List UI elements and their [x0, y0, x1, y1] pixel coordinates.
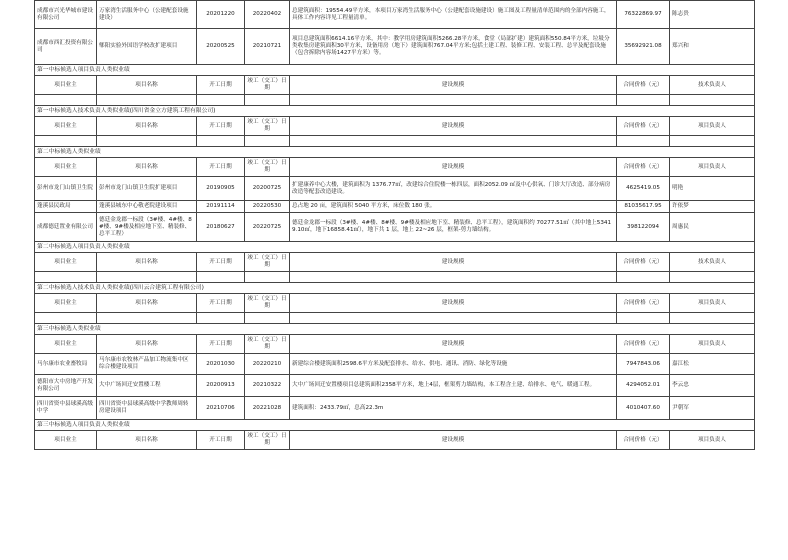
- start-date-cell: 20201030: [197, 354, 245, 375]
- table-row: [35, 397, 755, 420]
- header-owner: 项目业主: [35, 117, 97, 136]
- done-date-cell: 20220725: [245, 213, 290, 242]
- table-row: [35, 29, 755, 65]
- table-row: [35, 213, 755, 242]
- project-cell: 郫阳实验外国语学校改扩建项目: [97, 29, 197, 65]
- start-date-cell: 20200525: [197, 29, 245, 65]
- header-project: 项目名称: [97, 158, 197, 177]
- price-cell: 4625419.05: [617, 177, 670, 201]
- section-title: 第二中标候选人类似业绩: [35, 147, 755, 158]
- project-cell: 马尔康市农牧林产品加工物流集中区综合楼建设项目: [97, 354, 197, 375]
- bid-results-document: [34, 0, 754, 450]
- header-scale: 建设规模: [290, 117, 617, 136]
- lead-cell: 郑兴和: [670, 29, 755, 65]
- scale-cell: 德廷金龙郡一标段（3#楼、4#楼、8#楼、9#楼及相应地下室、精装修、总平工程），建筑面积约 70277.51㎡（其中地上53419.10㎡，地下16858.41㎡），地下共 1 层，地上 22~26 层，框架-剪力墙结构。: [290, 213, 617, 242]
- table-row: [35, 177, 755, 201]
- project-cell: 大中广场回迁安置楼工程: [97, 375, 197, 397]
- header-start: 开工日期: [197, 253, 245, 272]
- header-start: 开工日期: [197, 158, 245, 177]
- start-date-cell: 20210706: [197, 397, 245, 420]
- owner-cell: 蓬溪县民政局: [35, 201, 97, 213]
- header-done: 竣工（交工）日期: [245, 76, 290, 95]
- price-cell: 4010407.60: [617, 397, 670, 420]
- header-price: 合同价格（元）: [617, 253, 670, 272]
- done-date-cell: 20210721: [245, 29, 290, 65]
- lead-cell: 明艳: [670, 177, 755, 201]
- header-project: 项目名称: [97, 431, 197, 450]
- header-scale: 建设规模: [290, 294, 617, 313]
- header-lead: 项目负责人: [670, 431, 755, 450]
- price-cell: 81035617.95: [617, 201, 670, 213]
- header-owner: 项目业主: [35, 76, 97, 95]
- table-row: [35, 375, 755, 397]
- project-cell: 彭州市龙门山镇卫生院扩建项目: [97, 177, 197, 201]
- done-date-cell: 20220530: [245, 201, 290, 213]
- header-done: 竣工（交工）日期: [245, 253, 290, 272]
- header-row: [35, 294, 755, 313]
- owner-cell: 德阳市大中房地产开发有限公司: [35, 375, 97, 397]
- scale-cell: 总占地 20 亩，建筑面积 5040 平方米，床位数 180 张。: [290, 201, 617, 213]
- header-scale: 建设规模: [290, 253, 617, 272]
- empty-row: [35, 136, 755, 147]
- header-lead: 技术负责人: [670, 76, 755, 95]
- lead-cell: 陈志贵: [670, 1, 755, 29]
- start-date-cell: 20200913: [197, 375, 245, 397]
- project-cell: 四川省资中县球溪高级中学教师周转房建设项目: [97, 397, 197, 420]
- done-date-cell: 20200725: [245, 177, 290, 201]
- owner-cell: 彭州市龙门山镇卫生院: [35, 177, 97, 201]
- header-start: 开工日期: [197, 335, 245, 354]
- project-cell: 万家湾生活服务中心（公建配套设施建设）: [97, 1, 197, 29]
- header-row: [35, 117, 755, 136]
- header-project: 项目名称: [97, 117, 197, 136]
- performance-table: [34, 0, 755, 450]
- header-owner: 项目业主: [35, 158, 97, 177]
- scale-cell: 项目总建筑面积6614.16平方米，其中：教学用房建筑面积5266.28平方米，食堂（局部扩建）建筑面积550.84平方米，垃圾分类收集房建筑面积30平方米，设备用房（地下）建筑面积767.04平方米;包括土建工程、装修工程、安装工程、总平及配套设施（包含拆除内容场1427平方米）等。: [290, 29, 617, 65]
- header-project: 项目名称: [97, 253, 197, 272]
- done-date-cell: 20220402: [245, 1, 290, 29]
- header-scale: 建设规模: [290, 431, 617, 450]
- header-project: 项目名称: [97, 294, 197, 313]
- header-project: 项目名称: [97, 335, 197, 354]
- done-date-cell: 20220210: [245, 354, 290, 375]
- header-lead: 项目负责人: [670, 158, 755, 177]
- price-cell: 7947843.06: [617, 354, 670, 375]
- section-title: 第二中标候选人项目负责人类似业绩: [35, 242, 755, 253]
- header-done: 竣工（交工）日期: [245, 117, 290, 136]
- scale-cell: 扩建康养中心大楼，建筑面积为 1376.77㎡，改建综合住院楼一栋四层，面积2052.09 ㎡及中心供氧、门诊大厅改造、部分病房改造等配套改造建设。: [290, 177, 617, 201]
- table-row: [35, 201, 755, 213]
- header-lead: 技术负责人: [670, 253, 755, 272]
- owner-cell: 成都德廷置业有限公司: [35, 213, 97, 242]
- header-lead: 项目负责人: [670, 335, 755, 354]
- owner-cell: 成都市西汇投资有限公司: [35, 29, 97, 65]
- header-price: 合同价格（元）: [617, 335, 670, 354]
- lead-cell: 许依梦: [670, 201, 755, 213]
- start-date-cell: 20180627: [197, 213, 245, 242]
- header-price: 合同价格（元）: [617, 294, 670, 313]
- header-start: 开工日期: [197, 117, 245, 136]
- price-cell: 398122094: [617, 213, 670, 242]
- header-price: 合同价格（元）: [617, 158, 670, 177]
- table-row: [35, 1, 755, 29]
- header-row: [35, 253, 755, 272]
- done-date-cell: 20221028: [245, 397, 290, 420]
- header-price: 合同价格（元）: [617, 117, 670, 136]
- project-cell: 蓬溪县城东中心敬老院建设项目: [97, 201, 197, 213]
- empty-row: [35, 272, 755, 283]
- owner-cell: 马尔康市农业畜牧局: [35, 354, 97, 375]
- price-cell: 4294052.01: [617, 375, 670, 397]
- header-row: [35, 431, 755, 450]
- done-date-cell: 20210322: [245, 375, 290, 397]
- lead-cell: 嘉江松: [670, 354, 755, 375]
- section-title: 第一中标候选人技术负责人类似业绩(四川省金立方建筑工程有限公司): [35, 106, 755, 117]
- price-cell: 35692921.08: [617, 29, 670, 65]
- header-price: 合同价格（元）: [617, 431, 670, 450]
- owner-cell: 成都市兴光华城市建设有限公司: [35, 1, 97, 29]
- empty-row: [35, 313, 755, 324]
- start-date-cell: 20191114: [197, 201, 245, 213]
- scale-cell: 建筑面积：2433.79㎡，总高22.3m: [290, 397, 617, 420]
- scale-cell: 新建综合楼建筑面积2598.6平方米及配套排水、给水、供电、通讯、消防、绿化等设施: [290, 354, 617, 375]
- header-project: 项目名称: [97, 76, 197, 95]
- header-done: 竣工（交工）日期: [245, 431, 290, 450]
- section-title: 第三中标候选人项目负责人类似业绩: [35, 420, 755, 431]
- lead-cell: 李云忠: [670, 375, 755, 397]
- header-done: 竣工（交工）日期: [245, 294, 290, 313]
- header-scale: 建设规模: [290, 158, 617, 177]
- owner-cell: 四川省资中县球溪高级中学: [35, 397, 97, 420]
- scale-cell: 总建筑面积：19554.49平方米，本项目万家湾生活服务中心（公建配套设施建设）施工图及工程量清单范围内的全部内容施工，具体工作内容详见工程量清单。: [290, 1, 617, 29]
- header-owner: 项目业主: [35, 294, 97, 313]
- header-price: 合同价格（元）: [617, 76, 670, 95]
- header-owner: 项目业主: [35, 253, 97, 272]
- header-row: [35, 158, 755, 177]
- project-cell: 德廷金龙郡一标段（3#楼、4#楼、8#楼、9#楼及相应地下室、精装修、总平工程）: [97, 213, 197, 242]
- lead-cell: 周惠民: [670, 213, 755, 242]
- lead-cell: 尹朝军: [670, 397, 755, 420]
- header-lead: 项目负责人: [670, 117, 755, 136]
- table-row: [35, 354, 755, 375]
- empty-row: [35, 95, 755, 106]
- header-owner: 项目业主: [35, 335, 97, 354]
- header-owner: 项目业主: [35, 431, 97, 450]
- scale-cell: 大中广场回迁安置楼项目总建筑面积2358平方米，地上4层，框架剪力墙结构，本工程含土建、给排水、电气、暖通工程。: [290, 375, 617, 397]
- section-title: 第二中标候选人技术负责人类似业绩(四川云合建筑工程有限公司): [35, 283, 755, 294]
- header-row: [35, 76, 755, 95]
- start-date-cell: 20201220: [197, 1, 245, 29]
- start-date-cell: 20190905: [197, 177, 245, 201]
- header-lead: 项目负责人: [670, 294, 755, 313]
- header-row: [35, 335, 755, 354]
- header-scale: 建设规模: [290, 335, 617, 354]
- header-done: 竣工（交工）日期: [245, 335, 290, 354]
- section-title: 第三中标候选人类似业绩: [35, 324, 755, 335]
- header-start: 开工日期: [197, 431, 245, 450]
- header-start: 开工日期: [197, 76, 245, 95]
- price-cell: 76322869.97: [617, 1, 670, 29]
- header-scale: 建设规模: [290, 76, 617, 95]
- section-title: 第一中标候选人项目负责人类似业绩: [35, 65, 755, 76]
- header-start: 开工日期: [197, 294, 245, 313]
- header-done: 竣工（交工）日期: [245, 158, 290, 177]
